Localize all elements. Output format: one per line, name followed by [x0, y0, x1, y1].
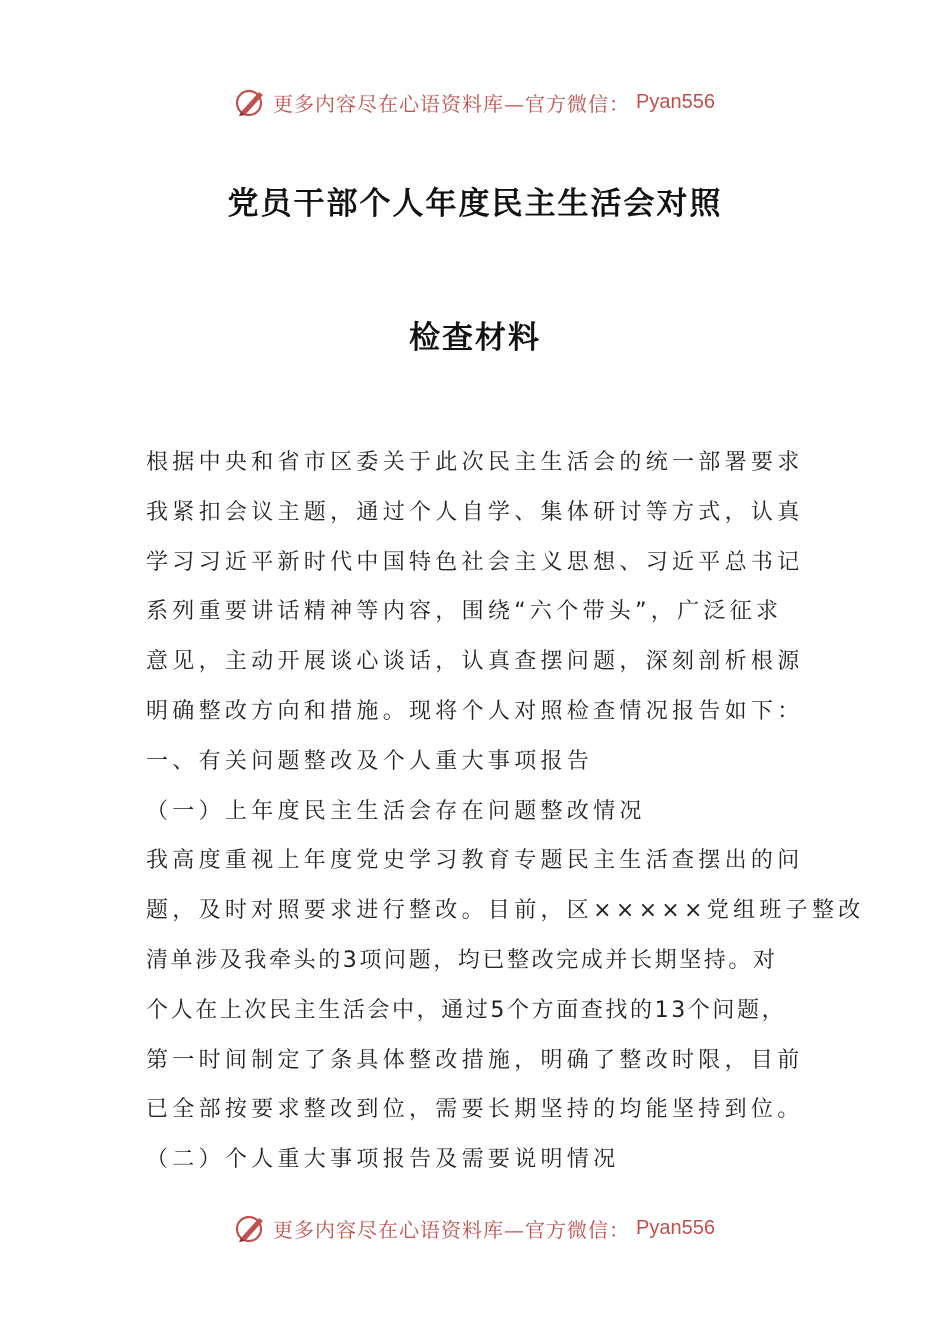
section-heading: 一、有关问题整改及个人重大事项报告: [146, 748, 594, 774]
subsection-heading: （二）个人重大事项报告及需要说明情况: [146, 1147, 620, 1173]
body-line: 我紧扣会议主题，通过个人自学、集体研讨等方式，认真: [146, 499, 804, 525]
body-line: 系列重要讲话精神等内容，围绕“六个带头”，广泛征求: [146, 599, 783, 625]
footer-watermark: [0, 1208, 950, 1248]
document-title-line-2: 检查材料: [409, 320, 541, 356]
body-line: 题，及时对照要求进行整改。目前，区×××××党组班子整改: [146, 898, 865, 924]
watermark-text: 更多内容尽在心语资料库—官方微信：: [273, 91, 631, 116]
watermark-wechat-id: Pyan556: [636, 1216, 715, 1239]
body-line: 第一时间制定了条具体整改措施，明确了整改时限，目前: [146, 1047, 804, 1073]
body-line: 学习习近平新时代中国特色社会主义思想、习近平总书记: [146, 549, 804, 575]
document-body: [146, 446, 865, 1193]
body-line: 意见，主动开展谈心谈话，认真查摆问题，深刻剖析根源: [146, 649, 804, 675]
body-line: 已全部按要求整改到位，需要长期坚持的均能坚持到位。: [146, 1097, 804, 1123]
watermark-text: 更多内容尽在心语资料库—官方微信：: [273, 1217, 631, 1242]
body-line: 清单涉及我牵头的3项问题，均已整改完成并长期坚持。对: [146, 947, 778, 973]
watermark-wechat-id: Pyan556: [636, 90, 715, 113]
body-line: 个人在上次民主生活会中，通过5个方面查找的13个问题，: [146, 997, 787, 1023]
header-watermark: [0, 82, 950, 122]
pen-circle-logo-icon: [235, 1212, 267, 1244]
body-line: 明确整改方向和措施。现将个人对照检查情况报告如下：: [146, 698, 804, 724]
body-line: 我高度重视上年度党史学习教育专题民主生活查摆出的问: [146, 848, 804, 874]
document-title-line-1: 党员干部个人年度民主生活会对照: [227, 186, 723, 222]
body-line: 根据中央和省市区委关于此次民主生活会的统一部署要求: [146, 450, 804, 475]
pen-circle-logo-icon: [235, 86, 267, 118]
subsection-heading: （一）上年度民主生活会存在问题整改情况: [146, 798, 646, 824]
